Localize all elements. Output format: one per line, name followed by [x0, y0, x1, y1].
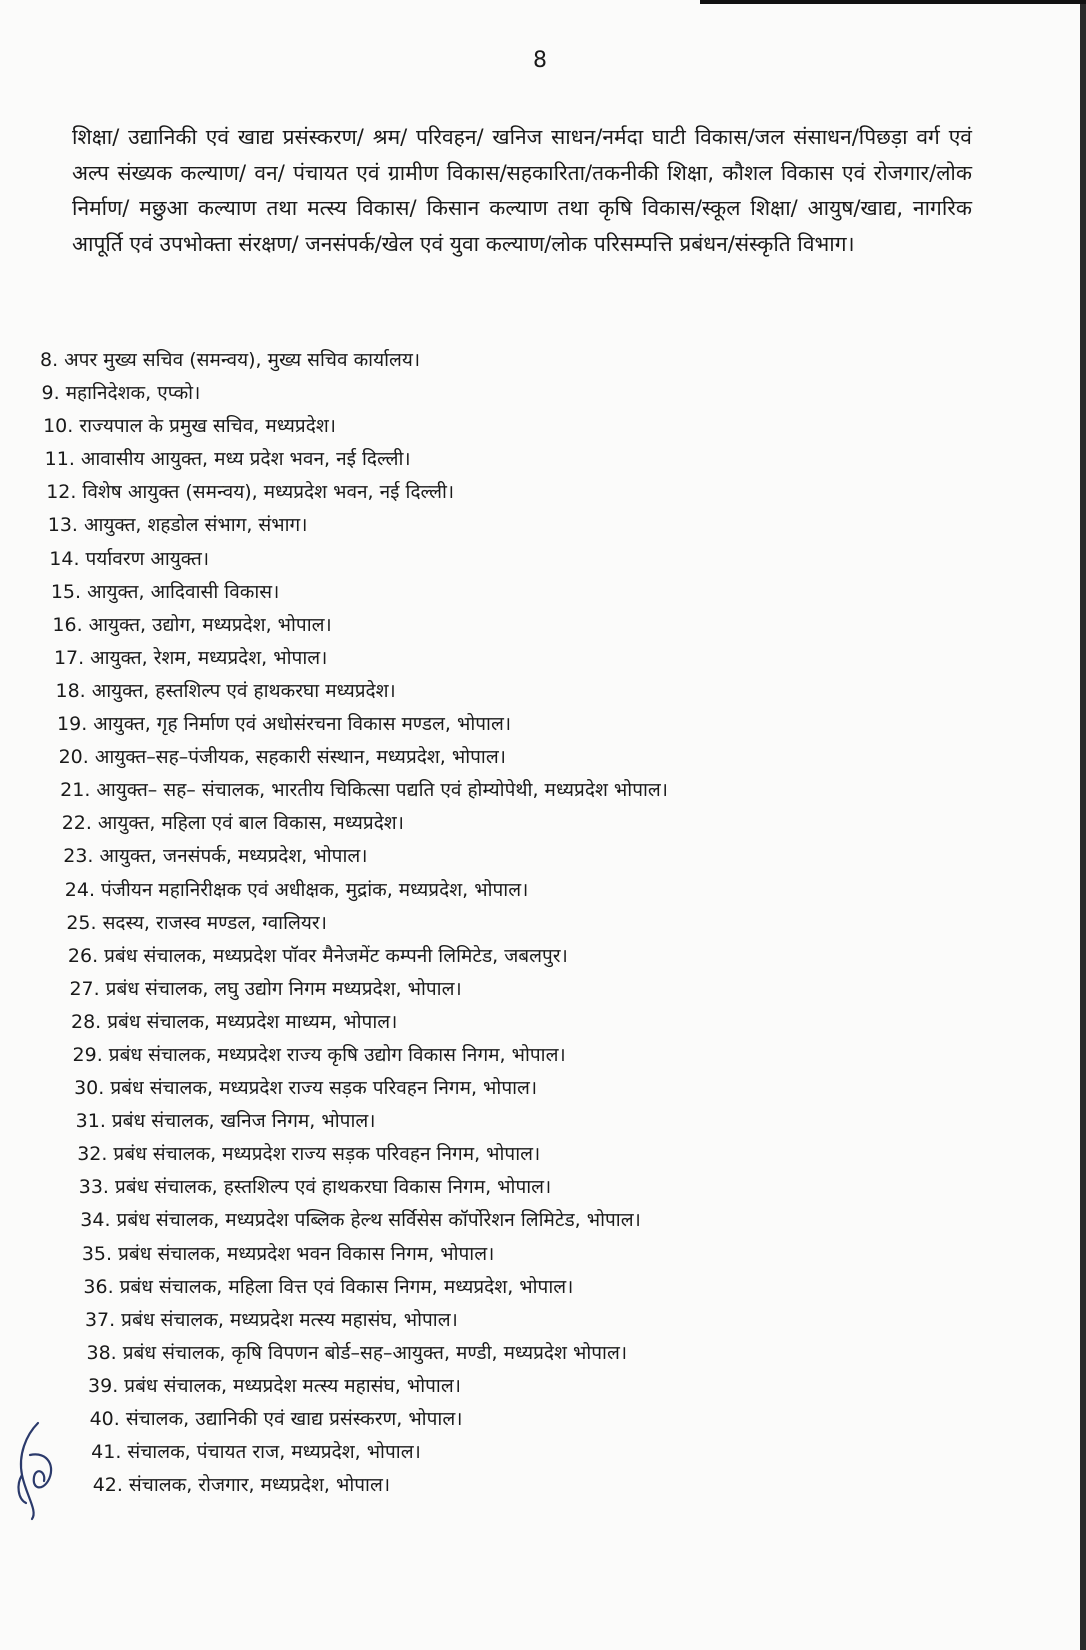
list-item — [40, 1337, 1040, 1370]
item-text: आयुक्त–सह–पंजीयक, सहकारी संस्थान, मध्यप्रदेश, भोपाल। — [94, 746, 506, 769]
item-number: 37. — [84, 1308, 116, 1331]
item-text: प्रबंध संचालक, मध्यप्रदेश पॉवर मैनेजमेंट कम्पनी लिमिटेड, जबलपुर। — [104, 944, 568, 967]
item-text: सदस्य, राजस्व मण्डल, ग्वालियर। — [102, 911, 327, 934]
item-text: प्रबंध संचालक, महिला वित्त एवं विकास निगम, मध्यप्रदेश, भोपाल। — [119, 1275, 574, 1298]
item-text: पंजीयन महानिरीक्षक एवं अधीक्षक, मुद्रांक, मध्यप्रदेश, भोपाल। — [101, 878, 529, 901]
item-text: आयुक्त– सह– संचालक, भारतीय चिकित्सा पद्यति एवं होम्योपेथी, मध्यप्रदेश भोपाल। — [96, 779, 668, 802]
list-item — [40, 940, 1040, 973]
list-item — [40, 741, 1040, 774]
list-item — [40, 476, 1040, 509]
item-number: 30. — [74, 1077, 105, 1100]
item-text: प्रबंध संचालक, मध्यप्रदेश मत्स्य महासंघ, भोपाल। — [121, 1308, 458, 1331]
list-item — [40, 1204, 1040, 1237]
item-text: प्रबंध संचालक, मध्यप्रदेश पब्लिक हेल्थ सर्विसेस कॉर्पोरेशन लिमिटेड, भोपाल। — [116, 1209, 641, 1232]
item-text: आयुक्त, आदिवासी विकास। — [87, 580, 280, 603]
item-text: आयुक्त, शहडोल संभाग, संभाग। — [83, 514, 308, 537]
item-text: संचालक, रोजगार, मध्यप्रदेश, भोपाल। — [128, 1474, 391, 1497]
list-item — [40, 1469, 1040, 1502]
item-number: 39. — [88, 1374, 119, 1397]
item-text: आयुक्त, हस्तशिल्प एवं हाथकरघा मध्यप्रदेश। — [91, 679, 396, 702]
item-number: 16. — [52, 613, 83, 636]
item-number: 41. — [91, 1441, 122, 1464]
item-text: प्रबंध संचालक, हस्तशिल्प एवं हाथकरघा विकास निगम, भोपाल। — [114, 1176, 552, 1199]
item-text: प्रबंध संचालक, मध्यप्रदेश माध्यम, भोपाल। — [107, 1010, 398, 1033]
item-number: 22. — [61, 812, 92, 835]
signature — [8, 1415, 68, 1525]
item-text: आयुक्त, रेशम, मध्यप्रदेश, भोपाल। — [90, 646, 328, 669]
item-number: 10. — [43, 415, 74, 438]
item-number: 32. — [77, 1143, 108, 1166]
item-number: 15. — [50, 580, 82, 603]
item-text: संचालक, उद्यानिकी एवं खाद्य प्रसंस्करण, भोपाल। — [125, 1408, 463, 1430]
item-number: 27. — [69, 977, 100, 1000]
list-item — [40, 1304, 1040, 1337]
item-text: प्रबंध संचालक, लघु उद्योग निगम मध्यप्रदेश, भोपाल। — [105, 977, 462, 1000]
list-item — [40, 609, 1040, 642]
item-text: प्रबंध संचालक, मध्यप्रदेश मत्स्य महासंघ, भोपाल। — [124, 1374, 461, 1397]
item-number: 8. — [40, 349, 59, 371]
list-item — [40, 807, 1040, 840]
list-item — [40, 543, 1040, 576]
list-item — [40, 1271, 1040, 1304]
list-item — [40, 840, 1040, 873]
item-number: 24. — [64, 878, 96, 901]
item-number: 28. — [71, 1010, 102, 1033]
item-number: 29. — [72, 1043, 103, 1066]
list-item — [40, 377, 1040, 410]
item-text: महानिदेशक, एप्को। — [65, 382, 201, 405]
list-item — [40, 1436, 1040, 1469]
item-number: 9. — [41, 382, 60, 405]
item-number: 40. — [89, 1408, 120, 1430]
item-text: आवासीय आयुक्त, मध्य प्रदेश भवन, नई दिल्ली। — [80, 448, 411, 471]
item-text: प्रबंध संचालक, मध्यप्रदेश राज्य सड़क परिवहन निगम, भोपाल। — [110, 1077, 538, 1100]
list-item — [40, 708, 1040, 741]
item-number: 38. — [86, 1341, 117, 1364]
item-text: प्रबंध संचालक, कृषि विपणन बोर्ड–सह–आयुक्त, मण्डी, मध्यप्रदेश भोपाल। — [122, 1341, 628, 1364]
scan-edge — [700, 0, 1086, 4]
item-text: प्रबंध संचालक, खनिज निगम, भोपाल। — [111, 1110, 376, 1133]
item-number: 12. — [46, 481, 77, 504]
list-item — [40, 344, 1040, 377]
item-text: आयुक्त, जनसंपर्क, मध्यप्रदेश, भोपाल। — [99, 845, 368, 868]
item-text: विशेष आयुक्त (समन्वय), मध्यप्रदेश भवन, नई दिल्ली। — [82, 481, 455, 504]
item-number: 25. — [66, 911, 97, 934]
item-text: अपर मुख्य सचिव (समन्वय), मुख्य सचिव कार्यालय। — [64, 349, 421, 371]
page-number: 8 — [533, 48, 547, 73]
item-number: 21. — [60, 779, 91, 802]
item-text: राज्यपाल के प्रमुख सचिव, मध्यप्रदेश। — [79, 415, 336, 438]
list-item — [40, 410, 1040, 443]
item-number: 42. — [92, 1474, 123, 1497]
list-item — [40, 1238, 1040, 1271]
list-item — [40, 907, 1040, 940]
list-item — [40, 1006, 1040, 1039]
list-item — [40, 1370, 1040, 1403]
item-number: 14. — [49, 547, 80, 570]
item-text: आयुक्त, उद्योग, मध्यप्रदेश, भोपाल। — [88, 613, 332, 636]
item-number: 33. — [78, 1176, 109, 1199]
item-number: 17. — [53, 646, 85, 669]
intro-paragraph: शिक्षा/ उद्यानिकी एवं खाद्य प्रसंस्करण/ श्रम/ परिवहन/ खनिज साधन/नर्मदा घाटी विकास/जल संसाधन/पिछड़ा वर्ग एवं अल्प संख्यक कल्याण/ वन/ पंचायत एवं ग्रामीण विकास/सहकारिता/तकनीकी शिक्षा, कौशल विकास एवं रोजगार/लोक निर्माण/ मछुआ कल्याण तथा मत्स्य विकास/ किसान कल्याण तथा कृषि विकास/स्कूल शिक्षा/ आयुष/खाद्य, नागरिक आपूर्ति एवं उपभोक्ता संरक्षण/ जनसंपर्क/खेल एवं युवा कल्याण/लोक परिसम्पत्ति प्रबंधन/संस्कृति विभाग। — [72, 125, 972, 256]
list-item — [40, 1039, 1040, 1072]
list-item — [40, 1171, 1040, 1204]
list-item — [40, 1138, 1040, 1171]
list-item — [40, 576, 1040, 609]
item-text: पर्यावरण आयुक्त। — [85, 547, 210, 570]
item-text: आयुक्त, महिला एवं बाल विकास, मध्यप्रदेश। — [97, 812, 404, 835]
list-item — [40, 1105, 1040, 1138]
list-item — [40, 973, 1040, 1006]
list-item — [40, 642, 1040, 675]
item-text: प्रबंध संचालक, मध्यप्रदेश भवन विकास निगम, भोपाल। — [118, 1242, 495, 1265]
list-item — [40, 774, 1040, 807]
item-number: 23. — [63, 845, 94, 868]
list-item — [40, 874, 1040, 907]
list-item — [40, 443, 1040, 476]
item-number: 19. — [57, 713, 88, 736]
item-number: 18. — [55, 679, 86, 702]
item-number: 20. — [58, 746, 89, 769]
list-item — [40, 509, 1040, 542]
list-item — [40, 1072, 1040, 1105]
item-number: 11. — [44, 448, 75, 471]
item-number: 36. — [83, 1275, 114, 1298]
item-number: 13. — [47, 514, 78, 537]
item-text: संचालक, पंचायत राज, मध्यप्रदेश, भोपाल। — [127, 1441, 421, 1464]
item-number: 35. — [81, 1242, 113, 1265]
item-number: 31. — [75, 1110, 106, 1133]
recipient-list — [40, 344, 1040, 1502]
item-text: प्रबंध संचालक, मध्यप्रदेश राज्य कृषि उद्योग विकास निगम, भोपाल। — [108, 1043, 566, 1066]
list-item — [40, 1403, 1040, 1436]
item-number: 26. — [67, 944, 99, 967]
item-number: 34. — [80, 1209, 111, 1232]
list-item — [40, 675, 1040, 708]
item-text: आयुक्त, गृह निर्माण एवं अधोसंरचना विकास मण्डल, भोपाल। — [93, 713, 512, 736]
item-text: प्रबंध संचालक, मध्यप्रदेश राज्य सड़क परिवहन निगम, भोपाल। — [113, 1143, 541, 1166]
